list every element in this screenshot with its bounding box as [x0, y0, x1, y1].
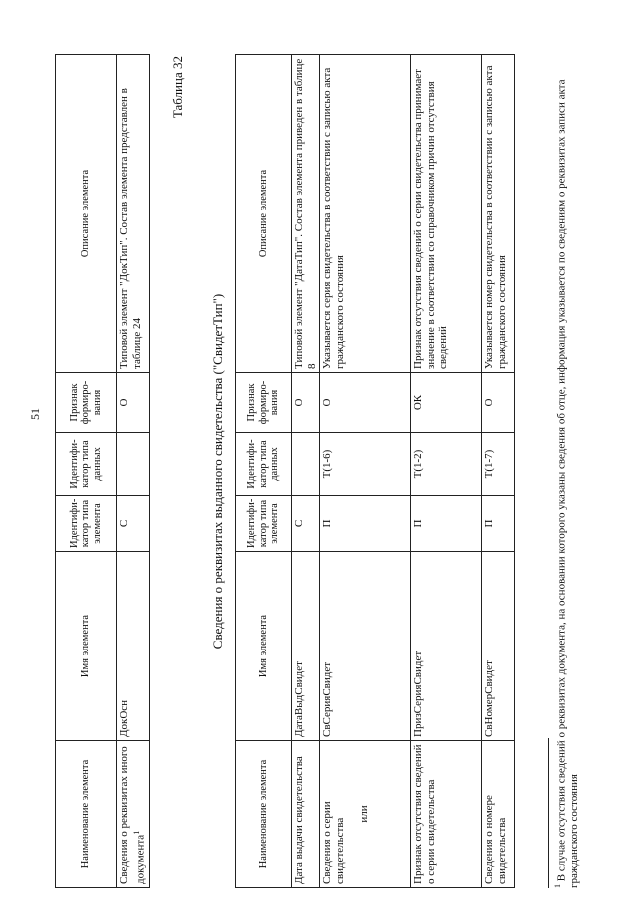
header-name: Наименование элемента: [236, 741, 292, 888]
header-name: Наименование элемента: [56, 741, 117, 888]
footnote-marker: 1: [131, 830, 141, 835]
header-data-type: Идентифи-катор типа данных: [56, 433, 117, 496]
cell-name: Дата выдачи свидетельства: [292, 741, 320, 888]
cell-description: Признак отсутствия сведений о серии свидетельства принимает значение в соответствии со справочником причин отсутствия сведений: [411, 55, 482, 373]
footnote-divider: [548, 738, 549, 888]
table-title: Сведения о реквизитах выданного свидетельства ("СвидетТип"): [210, 293, 225, 650]
cell-element: СвСерияСвидет: [320, 552, 411, 741]
header-element-type: Идентифи-катор типа элемента: [56, 496, 117, 552]
footnote: [552, 48, 581, 888]
cell-data-type: [117, 433, 150, 496]
header-element: Имя элемента: [236, 552, 292, 741]
or-separator: или: [358, 805, 370, 823]
cell-name: Сведения о номере свидетельства: [482, 741, 515, 888]
cell-name: Признак отсутствия сведений о серии свидетельства: [411, 741, 482, 888]
cell-description: Указывается номер свидетельства в соответствии с записью акта гражданского состояния: [482, 55, 515, 373]
table-1: [55, 54, 150, 888]
cell-name: [320, 741, 411, 888]
footnote-number: 1: [553, 884, 562, 888]
cell-formation: ОК: [411, 373, 482, 433]
header-element: Имя элемента: [56, 552, 117, 741]
header-data-type: Идентифи-катор типа данных: [236, 433, 292, 496]
cell-element: ДатаВыдСвидет: [292, 552, 320, 741]
cell-element-type: П: [482, 496, 515, 552]
table-1-header-row: [56, 55, 117, 888]
cell-name: [117, 741, 150, 888]
page-number: 51: [28, 408, 42, 420]
table-row: [292, 55, 320, 888]
cell-element-type: С: [117, 496, 150, 552]
cell-element: СвНомерСвидет: [482, 552, 515, 741]
header-formation: Признак формиро-вания: [236, 373, 292, 433]
cell-description: Типовой элемент "ДатаТип". Состав элемента приведен в таблице 8: [292, 55, 320, 373]
cell-data-type: Т(1-2): [411, 433, 482, 496]
cell-formation: О: [320, 373, 411, 433]
cell-formation: О: [117, 373, 150, 433]
footnote-text: В случае отсутствия сведений о реквизитах документа, на основании которого указаны сведения об отце, информация указывается по сведениям о реквизитах записи акта гражданского состояния: [555, 79, 581, 888]
cell-description: Указывается серия свидетельства в соответствии с записью акта гражданского состояния: [320, 55, 411, 373]
cell-name-text: Сведения о серии свидетельства: [321, 801, 346, 884]
cell-data-type: [292, 433, 320, 496]
cell-element-type: С: [292, 496, 320, 552]
table-row: [320, 55, 411, 888]
cell-element-type: П: [320, 496, 411, 552]
rotated-page-content: [55, 38, 640, 888]
header-element-type: Идентифи-катор типа элемента: [236, 496, 292, 552]
header-description: Описание элемента: [236, 55, 292, 373]
cell-element: ДокОсн: [117, 552, 150, 741]
cell-element: ПризСерияСвидет: [411, 552, 482, 741]
header-description: Описание элемента: [56, 55, 117, 373]
cell-data-type: Т(1-7): [482, 433, 515, 496]
table-2-header-row: [236, 55, 292, 888]
cell-data-type: Т(1-6): [320, 433, 411, 496]
table-row: [411, 55, 482, 888]
cell-element-type: П: [411, 496, 482, 552]
cell-name-text: Сведения о реквизитах иного документа: [118, 746, 147, 884]
table-number-label: Таблица 32: [170, 56, 185, 119]
cell-formation: О: [482, 373, 515, 433]
table-row: [117, 55, 150, 888]
header-formation: Признак формиро-вания: [56, 373, 117, 433]
table-row: [482, 55, 515, 888]
cell-formation: О: [292, 373, 320, 433]
cell-description: Типовой элемент "ДокТип". Состав элемента представлен в таблице 24: [117, 55, 150, 373]
table-2: [235, 54, 515, 888]
